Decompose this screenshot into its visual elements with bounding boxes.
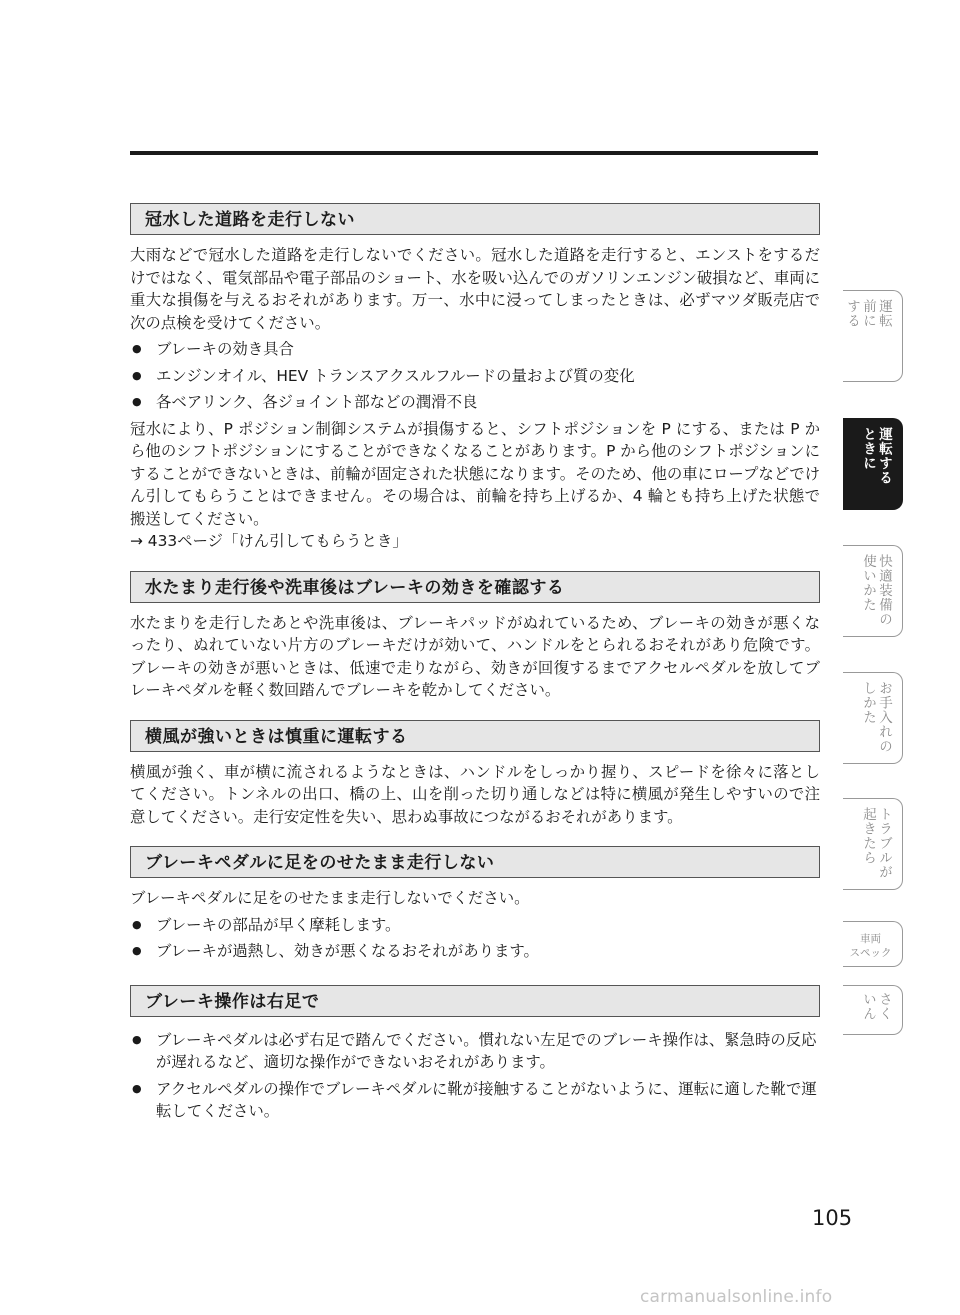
- section-heading: 水たまり走行後や洗車後はブレーキの効きを確認する: [130, 571, 820, 603]
- bullet-item: ● エンジンオイル、HEV トランスアクスルフルードの量および質の変化: [130, 365, 820, 388]
- section-heading: ブレーキ操作は右足で: [130, 985, 820, 1017]
- side-tab-comfort-equipment[interactable]: [843, 545, 903, 637]
- bullet-item: ● ブレーキの効き具合: [130, 338, 820, 361]
- bullet-item: ● ブレーキが過熱し、効きが悪くなるおそれがあります。: [130, 940, 820, 963]
- section-flooded-road: [130, 203, 820, 553]
- side-tab-troubleshooting[interactable]: [843, 798, 903, 890]
- side-tab-maintenance[interactable]: [843, 672, 903, 764]
- section-paragraph: ブレーキペダルに足をのせたまま走行しないでください。: [130, 889, 530, 907]
- side-tab-label: お手入れの しかた: [860, 681, 892, 754]
- section-crosswind: [130, 720, 820, 829]
- footer-watermark: carmanualsonline.info: [640, 1287, 833, 1307]
- side-tab-label: 車両 スペック: [849, 933, 892, 959]
- section-paragraph: 冠水により、P ポジション制御システムが損傷すると、シフトポジションを P にする、または P から他のシフトポジションにすることができなくなることがあります。P から他のシフトポジションにすることができないときは、前輪が固定された状態になります。そのため、他の車にロープなどでけん引してもらうことはできません。その場合は、前輪を持ち上げるか、4 輪とも持ち上げた状態で搬送してください。: [130, 419, 820, 528]
- section-foot-on-brake: [130, 846, 820, 963]
- bullet-item: ● 各ベアリンク、各ジョイント部などの潤滑不良: [130, 391, 820, 414]
- side-tab-while-driving[interactable]: [843, 418, 903, 510]
- side-tab-label: 快適装備の 使いかた: [860, 554, 892, 627]
- bullet-item: ● ブレーキの部品が早く摩耗します。: [130, 914, 820, 937]
- section-right-foot-brake: [130, 985, 820, 1123]
- bullet-list: [130, 338, 820, 414]
- bullet-list: [130, 914, 820, 963]
- section-heading: ブレーキペダルに足をのせたまま走行しない: [130, 846, 820, 878]
- bullet-list: [130, 1029, 820, 1123]
- side-tab-label: 運転 前に する: [844, 299, 892, 328]
- side-tab-before-driving[interactable]: [843, 290, 903, 382]
- bullet-item: ● アクセルペダルの操作でブレーキペダルに靴が接触することがないように、運転に適した靴で運転してください。: [130, 1078, 820, 1123]
- page-reference-link[interactable]: → 433ページ「けん引してもらうとき」: [130, 532, 408, 550]
- section-paragraph: 大雨などで冠水した道路を走行しないでください。冠水した道路を走行すると、エンストをするだけではなく、電気部品や電子部品のショート、水を吸い込んでのガソリンエンジン破損など、車両に重大な損傷を与えるおそれがあります。万一、水中に浸ってしまったときは、必ずマツダ販売店で次の点検を受けてください。: [130, 246, 820, 332]
- side-tab-label: さく いん: [860, 992, 892, 1021]
- bullet-item: ● ブレーキペダルは必ず右足で踏んでください。慣れない左足でのブレーキ操作は、緊急時の反応が遅れるなど、適切な操作ができないおそれがあります。: [130, 1029, 820, 1074]
- side-tab-index[interactable]: [843, 985, 903, 1035]
- section-heading: 横風が強いときは慎重に運転する: [130, 720, 820, 752]
- side-tab-vehicle-specs[interactable]: [843, 921, 903, 967]
- section-heading: 冠水した道路を走行しない: [130, 203, 820, 235]
- top-rule: [130, 151, 818, 155]
- side-tab-label: トラブルが 起きたら: [860, 807, 892, 880]
- page-content: [130, 203, 820, 1127]
- section-puddle-brake: [130, 571, 820, 702]
- side-tab-label: 運転する ときに: [860, 427, 892, 485]
- section-paragraph: 横風が強く、車が横に流されるようなときは、ハンドルをしっかり握り、スピードを徐々に落としてください。トンネルの出口、橋の上、山を削った切り通しなどは特に横風が発生しやすいので注意してください。走行安定性を失い、思わぬ事故につながるおそれがあります。: [130, 762, 820, 826]
- section-paragraph: 水たまりを走行したあとや洗車後は、ブレーキパッドがぬれているため、ブレーキの効きが悪くなったり、ぬれていない片方のブレーキだけが効いて、ハンドルをとられるおそれがあり危険です。ブレーキの効きが悪いときは、低速で走りながら、効きが回復するまでアクセルペダルを放してブレーキペダルを軽く数回踏んでブレーキを乾かしてください。: [130, 613, 820, 699]
- page-number: 105: [812, 1206, 853, 1230]
